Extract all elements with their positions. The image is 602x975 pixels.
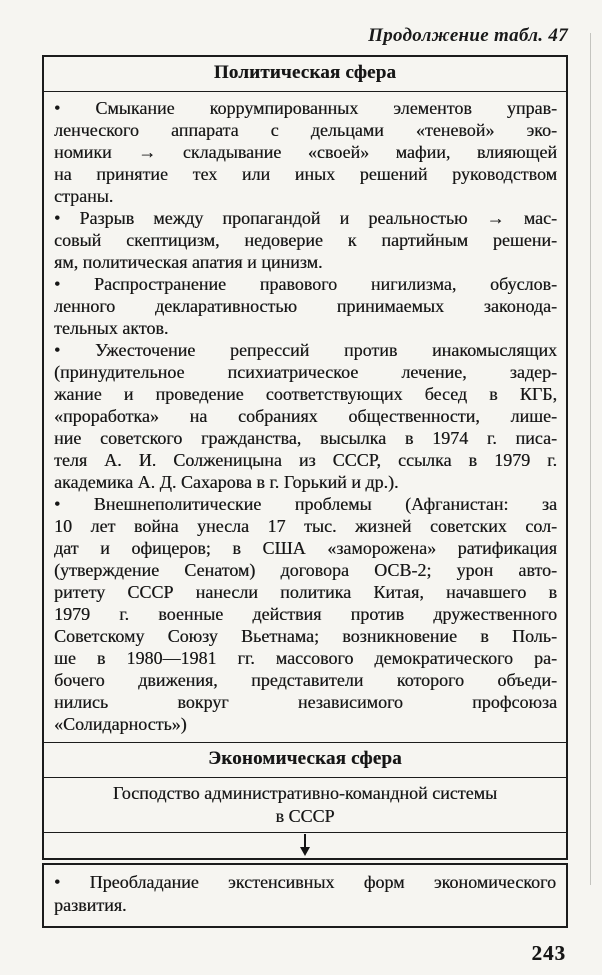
down-arrow-stem [304, 834, 307, 848]
text-line: совый скептицизм, недоверие к партийным решени- [54, 230, 557, 250]
scan-artifact-line [590, 33, 591, 885]
text-line: на принятие тех или иных решений руководством [54, 164, 557, 184]
bullet-paragraph [54, 493, 557, 735]
text-line: • Внешнеполитические проблемы (Афганистан: за [54, 494, 557, 514]
political-sphere-header: Политическая сфера [213, 62, 397, 83]
text-line: ленного декларативностью принимаемых законода- [54, 296, 557, 316]
economy-effect-cell [44, 865, 566, 926]
text-line: страны. [54, 186, 114, 206]
book-page [0, 25, 602, 975]
text-line: нились вокруг независимого профсоюза [54, 692, 557, 712]
down-arrow-head [300, 847, 310, 856]
economy-cause-cell [44, 777, 566, 832]
text-line: • Преобладание экстенсивных форм экономического [54, 872, 556, 892]
text-line: дат и офицеров; в США «заморожена» ратификация [54, 538, 557, 558]
text-line: «Солидарность») [54, 714, 187, 734]
text-line: • Ужесточение репрессий против инакомыслящих [54, 340, 557, 360]
text-line: ше в 1980—1981 гг. массового демократического ра- [54, 648, 557, 668]
text-line: «проработка» на собраниях общественности, лише- [54, 406, 557, 426]
text-line: в СССР [275, 806, 335, 826]
text-line: номики → складывание «своей» мафии, влияющей [54, 142, 557, 162]
bullet-paragraph [54, 273, 557, 339]
text-line: теля А. И. Солженицына из СССР, ссылка в 1979 г. [54, 450, 557, 470]
economic-sphere-header: Экономическая сфера [44, 742, 566, 777]
table-47-main [42, 55, 568, 860]
bullet-paragraph [54, 97, 557, 207]
text-line: Господство административно-командной системы [112, 783, 498, 803]
table-continuation-caption: Продолжение табл. 47 [368, 25, 568, 46]
text-line: ритету СССР нанесли политика Китая, начавшего в [54, 582, 557, 602]
text-line: Советскому Союзу Вьетнама; возникновение в Поль- [54, 626, 557, 646]
text-line: тельных актов. [54, 318, 169, 338]
text-line: ние советского гражданства, высылка в 1974 г. писа- [54, 428, 557, 448]
text-line: 10 лет война унесла 17 тыс. жизней советских сол- [54, 516, 557, 536]
text-line: • Разрыв между пропагандой и реальностью → мас- [54, 208, 557, 228]
text-line: ленческого аппарата с дельцами «теневой» эко- [54, 120, 557, 140]
text-line: развития. [54, 895, 127, 915]
text-line: ям, политическая апатия и цинизм. [54, 252, 323, 272]
down-arrow-icon [300, 834, 310, 856]
text-line: (принудительное психиатрическое лечение, задер- [54, 362, 557, 382]
flow-arrow-cell [44, 832, 566, 858]
bullet-paragraph [54, 339, 557, 493]
text-line: • Смыкание коррумпированных элементов управ- [54, 98, 557, 118]
bullet-paragraph [54, 207, 557, 273]
page-number: 243 [531, 941, 566, 965]
text-line: бочего движения, представители которого объеди- [54, 670, 557, 690]
text-line: • Распространение правового нигилизма, обуслов- [54, 274, 557, 294]
text-line: (утверждение Сенатом) договора ОСВ-2; урон авто- [54, 560, 557, 580]
text-line: жание и проведение соответствующих бесед в КГБ, [54, 384, 557, 404]
text-line: академика А. Д. Сахарова в г. Горький и др.). [54, 472, 399, 492]
text-line: 1979 г. военные действия против дружественного [54, 604, 557, 624]
economy-effect-box [42, 863, 568, 928]
political-sphere-content [44, 91, 566, 742]
